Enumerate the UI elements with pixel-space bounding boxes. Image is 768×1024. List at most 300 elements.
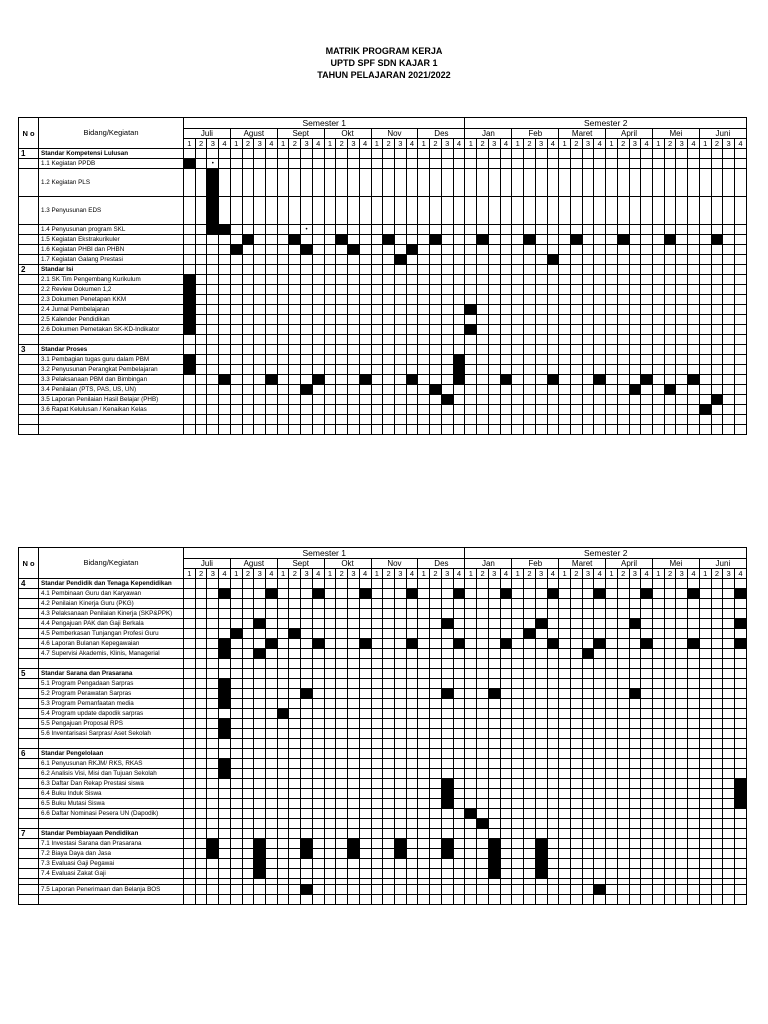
- schedule-cell: [230, 197, 242, 225]
- schedule-cell: [582, 779, 594, 789]
- schedule-cell: [676, 579, 688, 589]
- schedule-cell: [688, 759, 700, 769]
- schedule-cell: [488, 659, 500, 669]
- schedule-cell: [336, 699, 348, 709]
- schedule-cell: [629, 275, 641, 285]
- schedule-cell-filled: [688, 375, 700, 385]
- schedule-cell: [559, 895, 571, 905]
- schedule-cell: [406, 345, 418, 355]
- schedule-cell: [676, 659, 688, 669]
- schedule-cell: [711, 689, 723, 699]
- schedule-cell-filled: [594, 885, 606, 895]
- schedule-cell: [582, 365, 594, 375]
- schedule-cell: [699, 819, 711, 829]
- schedule-cell: [688, 729, 700, 739]
- schedule-cell: [184, 779, 196, 789]
- schedule-cell: [324, 699, 336, 709]
- schedule-cell: [606, 169, 618, 197]
- schedule-cell: [723, 609, 735, 619]
- week-number: 1: [559, 569, 571, 579]
- schedule-cell: [512, 245, 524, 255]
- schedule-cell: [723, 405, 735, 415]
- schedule-cell: [242, 849, 254, 859]
- schedule-cell: [512, 639, 524, 649]
- schedule-cell: [301, 859, 313, 869]
- schedule-cell: [266, 749, 278, 759]
- schedule-cell: [207, 335, 219, 345]
- row-number: [19, 599, 39, 609]
- schedule-cell: [688, 345, 700, 355]
- section-title: Standar Proses: [39, 345, 184, 355]
- schedule-cell: [559, 609, 571, 619]
- activity-label: 3.6 Rapat Kelulusan / Kenaikan Kelas: [39, 405, 184, 415]
- schedule-cell: [559, 739, 571, 749]
- activity-label: 4.1 Pembinaan Guru dan Karyawan: [39, 589, 184, 599]
- schedule-cell: [230, 345, 242, 355]
- schedule-cell: [688, 895, 700, 905]
- week-number: 4: [219, 139, 231, 149]
- row-number: [19, 769, 39, 779]
- schedule-cell: [371, 749, 383, 759]
- schedule-cell: [559, 829, 571, 839]
- schedule-cell: [735, 839, 747, 849]
- schedule-cell: [723, 729, 735, 739]
- schedule-cell: [383, 759, 395, 769]
- schedule-cell: [383, 365, 395, 375]
- schedule-cell: [465, 375, 477, 385]
- schedule-cell: [570, 779, 582, 789]
- schedule-cell: [394, 709, 406, 719]
- schedule-cell: [266, 415, 278, 425]
- schedule-cell: [477, 385, 489, 395]
- row-number: [19, 295, 39, 305]
- activity-row: [19, 759, 747, 769]
- schedule-cell: [254, 779, 266, 789]
- schedule-cell: [359, 265, 371, 275]
- schedule-cell: [207, 405, 219, 415]
- schedule-cell: [547, 425, 559, 435]
- schedule-cell: [723, 149, 735, 159]
- schedule-cell: [184, 649, 196, 659]
- schedule-cell: [359, 609, 371, 619]
- schedule-mark: •: [301, 225, 313, 235]
- schedule-cell: [348, 305, 360, 315]
- schedule-cell: [348, 799, 360, 809]
- schedule-cell: [699, 749, 711, 759]
- schedule-cell: [652, 197, 664, 225]
- schedule-cell: [312, 759, 324, 769]
- schedule-cell: [500, 839, 512, 849]
- schedule-cell: [254, 759, 266, 769]
- schedule-cell: [230, 385, 242, 395]
- schedule-cell: [230, 149, 242, 159]
- schedule-cell: [617, 599, 629, 609]
- schedule-cell: [465, 849, 477, 859]
- schedule-cell: [441, 599, 453, 609]
- schedule-cell: [266, 789, 278, 799]
- schedule-cell: [711, 159, 723, 169]
- schedule-cell: [524, 345, 536, 355]
- schedule-cell: [289, 245, 301, 255]
- schedule-cell: [629, 895, 641, 905]
- schedule-cell: [277, 405, 289, 415]
- schedule-cell: [465, 285, 477, 295]
- schedule-cell: [594, 365, 606, 375]
- schedule-cell: [207, 295, 219, 305]
- schedule-cell: [418, 285, 430, 295]
- schedule-cell: [676, 869, 688, 879]
- schedule-cell-filled: [699, 405, 711, 415]
- schedule-cell: [266, 169, 278, 197]
- schedule-cell: [617, 719, 629, 729]
- schedule-cell: [348, 739, 360, 749]
- schedule-cell: [359, 425, 371, 435]
- schedule-cell: [465, 395, 477, 405]
- schedule-cell: [699, 885, 711, 895]
- activity-label: 1.1 Kegiatan PPDB: [39, 159, 184, 169]
- schedule-cell: [383, 255, 395, 265]
- activity-row: [19, 285, 747, 295]
- schedule-cell: [652, 355, 664, 365]
- schedule-cell: [348, 829, 360, 839]
- schedule-cell: [629, 649, 641, 659]
- schedule-cell: [406, 225, 418, 235]
- schedule-cell: [606, 355, 618, 365]
- schedule-cell: [312, 699, 324, 709]
- schedule-cell: [242, 345, 254, 355]
- section-title: Standar Pendidik dan Tenaga Kependidikan: [39, 579, 184, 589]
- schedule-cell: [652, 849, 664, 859]
- schedule-cell-filled: [547, 375, 559, 385]
- schedule-cell: [394, 659, 406, 669]
- schedule-cell-filled: [441, 789, 453, 799]
- schedule-cell: [582, 325, 594, 335]
- schedule-cell: [594, 295, 606, 305]
- schedule-cell: [324, 729, 336, 739]
- schedule-cell: [629, 245, 641, 255]
- schedule-cell: [688, 355, 700, 365]
- week-number: 2: [195, 139, 207, 149]
- section-title: Standar Isi: [39, 265, 184, 275]
- schedule-cell: [617, 639, 629, 649]
- schedule-cell: [664, 619, 676, 629]
- schedule-cell: [699, 245, 711, 255]
- schedule-cell: [418, 679, 430, 689]
- schedule-cell: [676, 609, 688, 619]
- month-header: Des: [418, 559, 465, 569]
- schedule-cell: [500, 779, 512, 789]
- schedule-cell: [465, 579, 477, 589]
- schedule-cell: [559, 315, 571, 325]
- schedule-cell: [488, 425, 500, 435]
- schedule-cell: [348, 619, 360, 629]
- schedule-cell: [394, 729, 406, 739]
- schedule-cell: [711, 425, 723, 435]
- schedule-cell: [266, 385, 278, 395]
- schedule-cell: [547, 395, 559, 405]
- schedule-cell: [570, 395, 582, 405]
- schedule-cell: [617, 159, 629, 169]
- schedule-cell-filled: [488, 839, 500, 849]
- schedule-cell: [371, 759, 383, 769]
- schedule-cell: [606, 895, 618, 905]
- schedule-cell: [336, 769, 348, 779]
- schedule-cell: [594, 689, 606, 699]
- schedule-cell: [465, 689, 477, 699]
- activity-label: 2.1 SK Tim Pengembang Kurikulum: [39, 275, 184, 285]
- schedule-cell: [559, 355, 571, 365]
- schedule-cell: [336, 779, 348, 789]
- schedule-cell: [312, 895, 324, 905]
- schedule-cell: [500, 669, 512, 679]
- schedule-cell: [547, 789, 559, 799]
- schedule-cell: [277, 375, 289, 385]
- schedule-cell: [594, 285, 606, 295]
- schedule-cell: [453, 619, 465, 629]
- schedule-cell: [629, 679, 641, 689]
- schedule-cell: [184, 335, 196, 345]
- schedule-cell: [606, 149, 618, 159]
- schedule-cell: [735, 869, 747, 879]
- schedule-cell: [676, 305, 688, 315]
- schedule-cell: [582, 885, 594, 895]
- schedule-cell: [641, 335, 653, 345]
- schedule-cell: [230, 375, 242, 385]
- schedule-cell: [371, 679, 383, 689]
- schedule-cell: [266, 829, 278, 839]
- schedule-cell: [406, 235, 418, 245]
- schedule-cell: [617, 819, 629, 829]
- schedule-cell: [242, 589, 254, 599]
- schedule-cell: [242, 255, 254, 265]
- schedule-cell: [336, 689, 348, 699]
- schedule-cell: [441, 235, 453, 245]
- schedule-cell: [242, 699, 254, 709]
- schedule-cell: [312, 709, 324, 719]
- schedule-cell: [394, 649, 406, 659]
- schedule-cell: [594, 649, 606, 659]
- row-number: [19, 425, 39, 435]
- schedule-cell: [230, 649, 242, 659]
- schedule-cell: [500, 385, 512, 395]
- schedule-cell: [547, 885, 559, 895]
- schedule-cell: [676, 679, 688, 689]
- schedule-cell: [219, 779, 231, 789]
- schedule-cell: [266, 769, 278, 779]
- row-number: [19, 415, 39, 425]
- schedule-cell: [418, 255, 430, 265]
- schedule-cell: [441, 759, 453, 769]
- schedule-cell: [359, 275, 371, 285]
- schedule-cell: [301, 345, 313, 355]
- schedule-cell: [324, 789, 336, 799]
- schedule-cell: [383, 649, 395, 659]
- schedule-cell: [359, 285, 371, 295]
- schedule-cell: [535, 405, 547, 415]
- schedule-cell: [266, 325, 278, 335]
- schedule-cell: [570, 639, 582, 649]
- schedule-cell: [371, 385, 383, 395]
- schedule-cell: [723, 779, 735, 789]
- row-number: [19, 225, 39, 235]
- schedule-cell: [230, 659, 242, 669]
- schedule-cell: [606, 829, 618, 839]
- schedule-cell: [383, 315, 395, 325]
- schedule-cell: [371, 255, 383, 265]
- schedule-cell: [195, 829, 207, 839]
- schedule-cell: [606, 265, 618, 275]
- schedule-cell: [559, 809, 571, 819]
- empty-row: [19, 819, 747, 829]
- schedule-cell: [735, 579, 747, 589]
- schedule-cell: [535, 197, 547, 225]
- schedule-cell: [547, 305, 559, 315]
- schedule-cell: [312, 265, 324, 275]
- schedule-cell: [195, 245, 207, 255]
- schedule-cell: [535, 729, 547, 739]
- schedule-cell: [477, 619, 489, 629]
- schedule-cell: [453, 759, 465, 769]
- schedule-cell: [441, 245, 453, 255]
- schedule-cell: [465, 659, 477, 669]
- schedule-cell: [594, 659, 606, 669]
- schedule-cell: [277, 669, 289, 679]
- schedule-cell: [547, 345, 559, 355]
- schedule-cell: [184, 799, 196, 809]
- schedule-cell: [664, 629, 676, 639]
- schedule-cell: [594, 579, 606, 589]
- schedule-cell: [230, 265, 242, 275]
- activity-row: [19, 679, 747, 689]
- schedule-cell: [430, 609, 442, 619]
- schedule-cell: [289, 619, 301, 629]
- schedule-cell: [641, 679, 653, 689]
- schedule-cell: [488, 225, 500, 235]
- schedule-cell-filled: [594, 375, 606, 385]
- schedule-cell: [594, 335, 606, 345]
- schedule-cell: [242, 375, 254, 385]
- schedule-cell: [242, 629, 254, 639]
- schedule-cell: [688, 849, 700, 859]
- schedule-cell: [629, 849, 641, 859]
- schedule-cell: [418, 295, 430, 305]
- week-number: 4: [312, 569, 324, 579]
- schedule-cell: [547, 739, 559, 749]
- schedule-cell: [254, 829, 266, 839]
- schedule-cell-filled: [301, 849, 313, 859]
- row-number: [19, 739, 39, 749]
- schedule-cell: [570, 599, 582, 609]
- schedule-cell: [406, 649, 418, 659]
- schedule-cell: [664, 305, 676, 315]
- schedule-cell: [453, 415, 465, 425]
- schedule-cell: [735, 355, 747, 365]
- schedule-cell: [184, 739, 196, 749]
- schedule-cell: [559, 335, 571, 345]
- schedule-cell: [512, 365, 524, 375]
- schedule-cell: [477, 729, 489, 739]
- schedule-cell: [289, 709, 301, 719]
- week-number: 4: [641, 139, 653, 149]
- schedule-cell: [465, 235, 477, 245]
- schedule-cell: [735, 759, 747, 769]
- activity-label: 7.2 Biaya Daya dan Jasa: [39, 849, 184, 859]
- schedule-cell: [348, 789, 360, 799]
- schedule-cell: [524, 799, 536, 809]
- schedule-cell: [582, 197, 594, 225]
- schedule-cell: [723, 789, 735, 799]
- schedule-cell: [418, 589, 430, 599]
- schedule-cell-filled: [488, 859, 500, 869]
- schedule-cell: [359, 305, 371, 315]
- schedule-cell: [207, 395, 219, 405]
- schedule-cell: [606, 235, 618, 245]
- schedule-cell: [207, 829, 219, 839]
- schedule-cell: [301, 365, 313, 375]
- schedule-cell: [312, 679, 324, 689]
- week-number: 2: [430, 569, 442, 579]
- schedule-cell: [289, 809, 301, 819]
- schedule-cell: [465, 885, 477, 895]
- schedule-cell: [207, 799, 219, 809]
- schedule-cell: [688, 255, 700, 265]
- schedule-cell: [512, 849, 524, 859]
- schedule-cell: [594, 385, 606, 395]
- schedule-cell: [254, 679, 266, 689]
- schedule-cell: [394, 425, 406, 435]
- row-number: 1: [19, 149, 39, 159]
- schedule-cell: [230, 769, 242, 779]
- schedule-cell: [289, 169, 301, 197]
- schedule-cell: [219, 599, 231, 609]
- schedule-cell: [441, 355, 453, 365]
- schedule-cell: [477, 719, 489, 729]
- schedule-cell: [195, 275, 207, 285]
- schedule-cell: [570, 315, 582, 325]
- activity-label: 6.1 Penyusunan RKJM/ RKS, RKAS: [39, 759, 184, 769]
- schedule-cell: [348, 659, 360, 669]
- schedule-cell: [430, 649, 442, 659]
- week-number: 2: [664, 569, 676, 579]
- schedule-cell: [242, 739, 254, 749]
- schedule-cell-filled: [394, 839, 406, 849]
- activity-label: 3.3 Pelaksanaan PBM dan Bimbingan: [39, 375, 184, 385]
- schedule-cell: [418, 235, 430, 245]
- schedule-cell: [230, 689, 242, 699]
- schedule-cell: [348, 639, 360, 649]
- week-number: 1: [184, 139, 196, 149]
- schedule-cell: [465, 859, 477, 869]
- schedule-cell: [688, 779, 700, 789]
- schedule-cell: [524, 415, 536, 425]
- schedule-cell: [312, 809, 324, 819]
- schedule-cell: [735, 699, 747, 709]
- schedule-cell: [242, 159, 254, 169]
- schedule-cell: [242, 169, 254, 197]
- schedule-cell: [652, 385, 664, 395]
- schedule-cell: [371, 729, 383, 739]
- schedule-cell: [324, 659, 336, 669]
- schedule-cell: [242, 265, 254, 275]
- schedule-cell: [383, 579, 395, 589]
- schedule-cell: [735, 729, 747, 739]
- schedule-cell: [547, 235, 559, 245]
- schedule-cell: [652, 425, 664, 435]
- schedule-cell: [359, 405, 371, 415]
- schedule-cell: [430, 245, 442, 255]
- schedule-cell: [524, 149, 536, 159]
- schedule-cell: [488, 355, 500, 365]
